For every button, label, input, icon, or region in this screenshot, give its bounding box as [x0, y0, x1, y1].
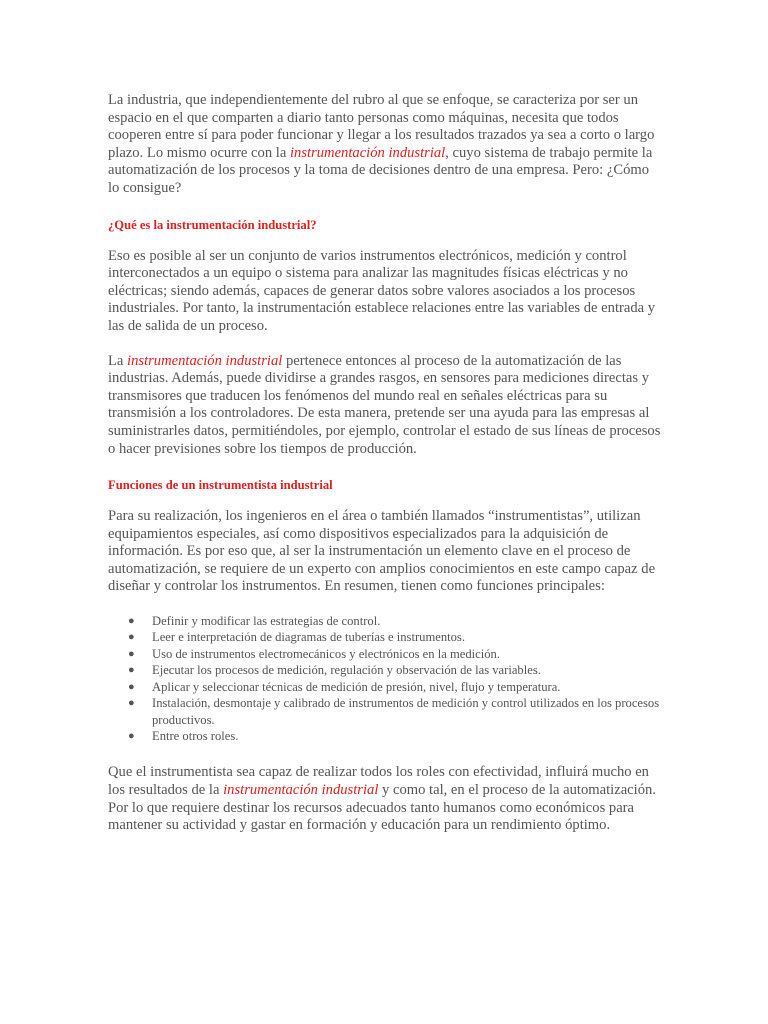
conclusion-paragraph [108, 764, 664, 834]
automation-text-before: La [108, 352, 128, 369]
instrumentacion-link[interactable]: instrumentación industrial [127, 352, 283, 369]
list-item-text: Leer e interpretación de diagramas de tuberías e instrumentos. [152, 630, 465, 645]
list-item [128, 646, 664, 662]
instrumentacion-link[interactable]: instrumentación industrial [223, 781, 379, 798]
definition-paragraph: Eso es posible al ser un conjunto de varios instrumentos electrónicos, medición y control interconectados a un equipo o sistema para analizar las magnitudes físicas eléctricas y no eléctricas; siendo además, capaces de generar datos sobre valores asociados a los procesos industriales. Por tanto, la instrumentación establece relaciones entre las variables de entrada y las de salida de un proceso. [108, 247, 656, 334]
list-item-text: Uso de instrumentos electromecánicos y electrónicos en la medición. [152, 646, 500, 661]
list-item [128, 629, 664, 645]
list-item [128, 613, 664, 629]
bullet-icon: ● [128, 647, 135, 660]
list-item [128, 662, 664, 678]
functions-intro-paragraph: Para su realización, los ingenieros en el área o también llamados “instrumentistas”, utilizan equipamientos especiales, así como dispositivos especializados para la adquisición de información. Es por eso que, al ser la instrumentación un elemento clave en el proceso de automatización, se requiere de un experto con amplios conocimientos en este campo capaz de diseñar y controlar los instrumentos. En resumen, tienen como funciones principales: [108, 508, 656, 595]
bullet-icon: ● [128, 729, 135, 742]
automation-text-after: pertenece entonces al proceso de la automatización de las industrias. Además, puede dividirse a grandes rasgos, en sensores para mediciones directas y transmisores que traducen los fenómenos del mundo real en señales eléctricas para su transmisión a los controladores. De esta manera, pretende ser una ayuda para las empresas al suministrarles datos, permitiéndoles, por ejemplo, controlar el estado de sus líneas de procesos o hacer previsiones sobre los tiempos de producción. [108, 352, 661, 457]
bullet-icon: ● [128, 680, 135, 693]
section-heading-funciones: Funciones de un instrumentista industrial [108, 478, 333, 493]
intro-text-after: , cuyo sistema de trabajo permite la automatización de los procesos y la toma de decisiones dentro de una empresa. Pero: ¿Cómo lo consigue? [108, 144, 653, 196]
list-item [128, 728, 664, 744]
list-item-text: Aplicar y seleccionar técnicas de medición de presión, nivel, flujo y temperatura. [152, 679, 561, 694]
bullet-icon: ● [128, 631, 135, 644]
bullet-icon: ● [128, 615, 135, 628]
list-item [128, 679, 664, 695]
bullet-icon: ● [128, 664, 135, 677]
automation-paragraph [108, 353, 664, 459]
document-body [108, 92, 664, 835]
conclusion-text-before: Que el instrumentista sea capaz de realizar todos los roles con efectividad, influirá mucho en los resultados de la [108, 764, 649, 798]
functions-list [108, 613, 664, 744]
list-item-text: Instalación, desmontaje y calibrado de instrumentos de medición y control utilizados en los procesos productivos. [152, 696, 660, 727]
intro-paragraph [108, 92, 664, 198]
intro-text-before: La industria, que independientemente del rubro al que se enfoque, se caracteriza por ser un espacio en el que comparten a diario tanto personas como máquinas, necesita que todos cooperen entre sí para poder funcionar y llegar a los resultados trazados ya sea a corto o largo plazo. Lo mismo ocurre con la [108, 92, 655, 161]
list-item-text: Definir y modificar las estrategias de control. [152, 614, 381, 629]
list-item-text: Ejecutar los procesos de medición, regulación y observación de las variables. [152, 663, 541, 678]
conclusion-text-after: y como tal, en el proceso de la automatización. Por lo que requiere destinar los recursos adecuados tanto humanos como económicos para mantener su actividad y gastar en formación y educación para un rendimiento óptimo. [108, 781, 656, 834]
section-heading-que-es: ¿Qué es la instrumentación industrial? [108, 217, 317, 232]
list-item-text: Entre otros roles. [152, 728, 239, 743]
list-item [128, 695, 664, 728]
instrumentacion-link[interactable]: instrumentación industrial [289, 144, 446, 161]
bullet-icon: ● [128, 697, 135, 710]
